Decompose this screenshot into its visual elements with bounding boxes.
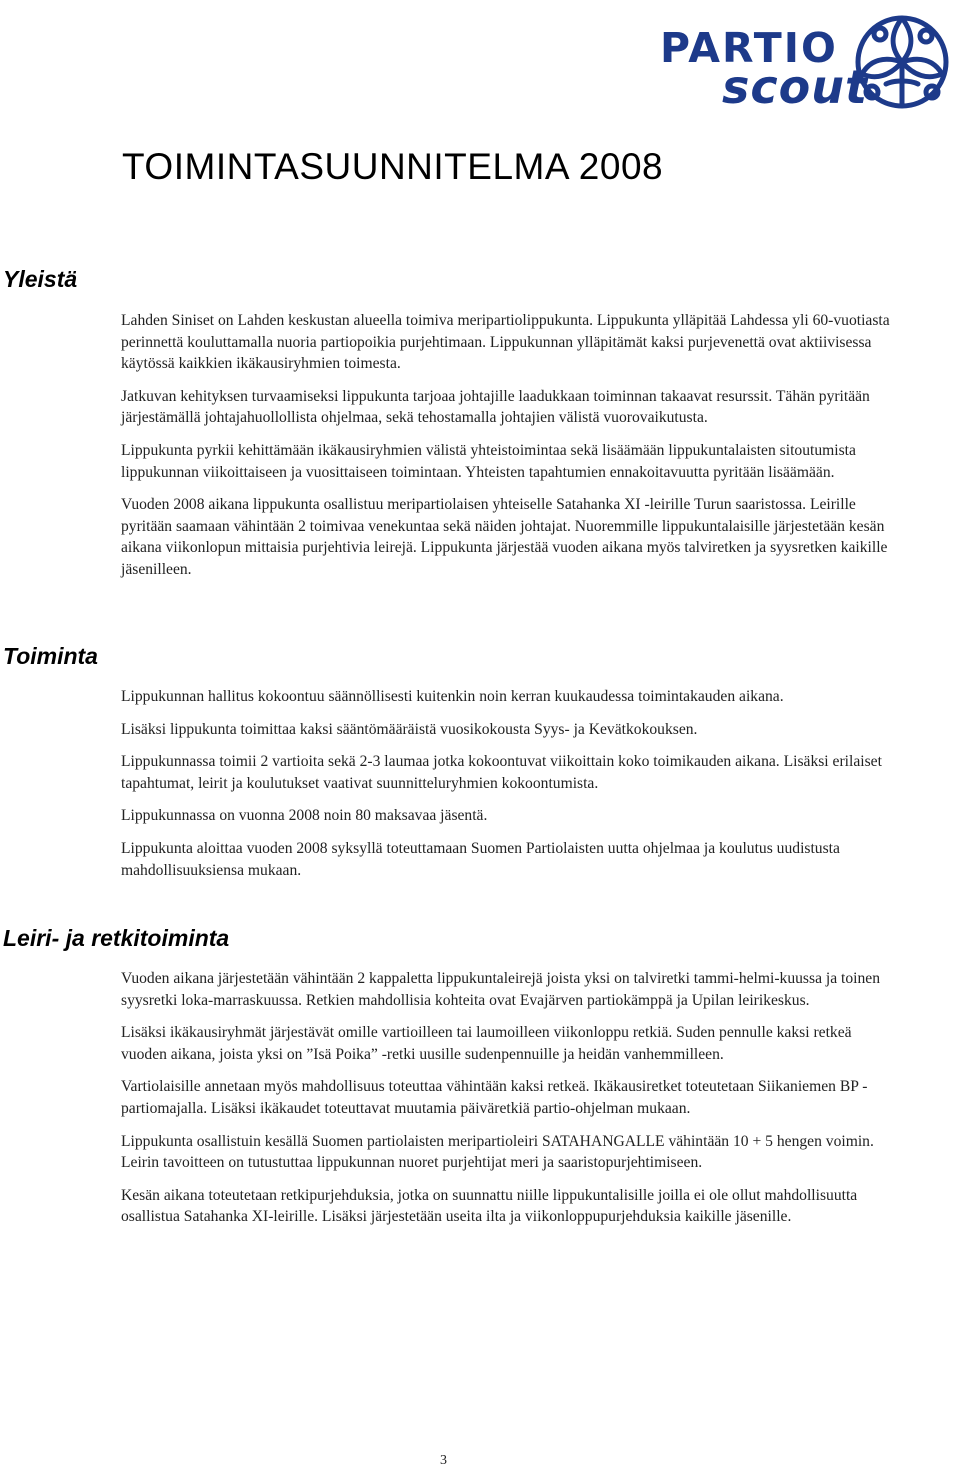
- section-toiminta: [121, 686, 891, 892]
- logo-text-partio: PARTIO: [660, 24, 838, 72]
- paragraph: Lippukunnassa on vuonna 2008 noin 80 maksavaa jäsentä.: [121, 807, 488, 825]
- paragraph: Lippukunnassa toimii 2 vartioita sekä 2-3 laumaa jotka kokoontuvat viikoittain koko toimikauden aikana. Lisäksi erilaiset tapahtumat, leirit ja koulutukset vaativat suunnitteluryhmien kokoontumista.: [121, 753, 882, 792]
- paragraph: Jatkuvan kehityksen turvaamiseksi lippukunta tarjoaa johtajille laadukkaan toiminnan takaavat resurssit. Tähän pyritään järjestämällä johtajahuollollista ohjelmaa, sekä tehostamalla johtajien välistä vuorovaikutusta.: [121, 387, 870, 427]
- partio-scout-logo: [660, 4, 956, 116]
- paragraph: Lippukunta aloittaa vuoden 2008 syksyllä toteuttamaan Suomen Partiolaisten uutta ohjelmaa ja koulutus uudistusta mahdollisuuksiensa mukaan.: [121, 839, 840, 879]
- logo-text-scout: scout: [722, 60, 868, 114]
- fleur-de-lis-icon: [840, 4, 956, 116]
- section-leiri-ja-retkitoiminta: [121, 968, 891, 1239]
- paragraph: Vuoden aikana järjestetään vähintään 2 kappaletta lippukuntaleirejä joista yksi on talviretki tammi-helmi-kuussa ja toinen syysretki loka-marraskuussa. Retkien mahdollisia kohteita ovat Evajärven partiokämppä ja Upilan leirikeskus.: [121, 970, 881, 1009]
- heading-yleista: Yleistä: [3, 266, 78, 292]
- paragraph: Lippukunta pyrkii kehittämään ikäkausiryhmien välistä yhteistoimintaa sekä lisäämään lippukuntalaisten sitoutumista lippukunnan viikoittaiseen ja vuosittaiseen toimintaan. Yhteisten tapahtumien ennakoitavuutta pyritään lisäämään.: [121, 441, 856, 481]
- paragraph: Lippukunta osallistuin kesällä Suomen partiolaisten meripartioleiri SATAHANGALLE vähintään 10 + 5 hengen voimin. Leirin tavoitteen on tutustuttaa lippukunnan nuoret purjehtijat meri ja saaristopurjehtimiseen.: [121, 1132, 874, 1172]
- paragraph: Lippukunnan hallitus kokoontuu säännöllisesti kuitenkin noin kerran kuukaudessa toimintakauden aikana.: [121, 688, 784, 705]
- heading-leiri-ja-retkitoiminta: Leiri- ja retkitoiminta: [3, 925, 230, 951]
- paragraph: Lahden Siniset on Lahden keskustan alueella toimiva meripartiolippukunta. Lippukunta ylläpitää Lahdessa yli 60-vuotiasta perinnettä kouluttamalla nuoria partiopoikia purjehtimaan. Lippukunnan ylläpitämät kaksi purjevenettä ovat aktiivisessa käytössä kaikkien ikäkausiryhmien toimesta.: [121, 312, 890, 373]
- heading-toiminta: Toiminta: [3, 643, 98, 669]
- paragraph: Lisäksi lippukunta toimittaa kaksi sääntömääräistä vuosikokousta Syys- ja Kevätkokouksen.: [121, 720, 698, 738]
- paragraph: Kesän aikana toteutetaan retkipurjehduksia, jotka on suunnattu niille lippukuntalisille joilla ei ole ollut mahdollisuutta osallistua Satahanka XI-leirille. Lisäksi järjestetään useita ilta ja viikonloppupurjehduksia kaikille jäsenille.: [121, 1186, 858, 1226]
- paragraph: Lisäksi ikäkausiryhmät järjestävät omille vartioilleen tai laumoilleen viikonloppu retkiä. Suden pennulle kaksi retkeä vuoden aikana, joista yksi on ”Isä Poika” -retki uusille sudenpennuille ja heidän vanhemmilleen.: [121, 1024, 852, 1063]
- paragraph: Vuoden 2008 aikana lippukunta osallistuu meripartiolaisen yhteiselle Satahanka XI -leirille Turun saaristossa. Leirille pyritään saamaan vähintään 2 toimivaa venekuntaa sekä näiden johtajat. Nuoremmille lippukuntalaisille järjestetään kesän aikana viikonlopun mittaisia purjehtivia leirejä. Lippukunta järjestää vuoden aikana myös talviretken ja syysretken kaikille jäsenilleen.: [121, 496, 888, 578]
- document-title: TOIMINTASUUNNITELMA 2008: [122, 146, 664, 187]
- page-number: 3: [440, 1453, 447, 1468]
- section-yleista: [121, 310, 891, 592]
- paragraph: Vartiolaisille annetaan myös mahdollisuus toteuttaa vähintään kaksi retkeä. Ikäkausiretket toteutetaan Siikaniemen BP -partiomajalla. Lisäksi ikäkaudet toteuttavat muutamia päiväretkiä partio-ohjelman mukaan.: [121, 1078, 868, 1117]
